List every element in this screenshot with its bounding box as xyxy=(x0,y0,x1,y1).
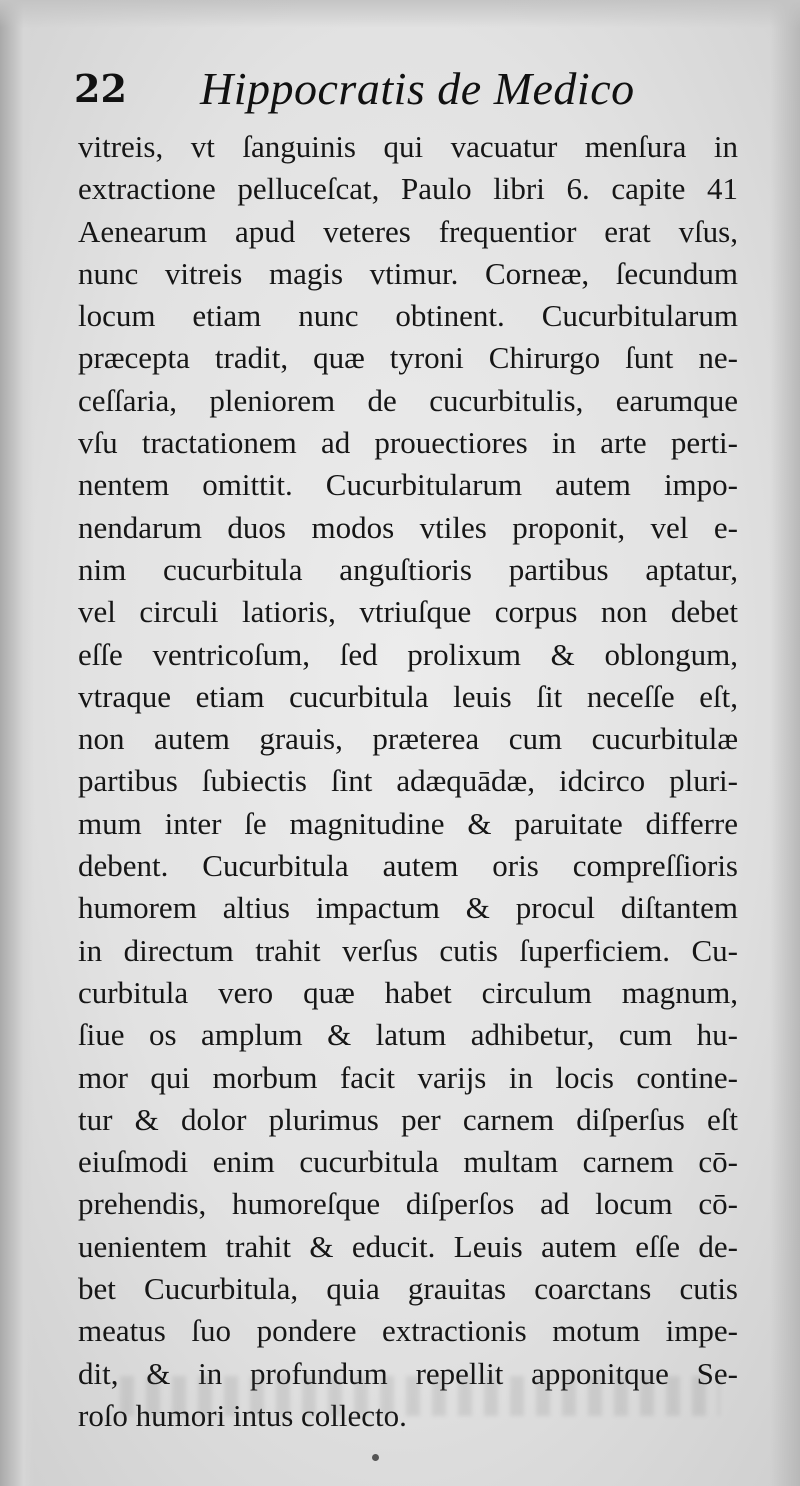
text-line: partibus ſubiectis ſint adæquādæ, idcirco pluri- xyxy=(78,763,738,799)
text-line: vel circuli latioris, vtriuſque corpus non debet xyxy=(78,594,738,630)
text-line: nunc vitreis magis vtimur. Corneæ, ſecundum xyxy=(78,255,738,291)
text-line: ceſſaria, pleniorem de cucurbitulis, earumque xyxy=(78,382,738,418)
text-line: mor qui morbum facit varijs in locis contine- xyxy=(78,1059,738,1095)
text-line: præcepta tradit, quæ tyroni Chirurgo ſunt ne- xyxy=(78,340,738,376)
text-line: debent. Cucurbitula autem oris compreſſioris xyxy=(78,848,738,884)
text-line: Aenearum apud veteres frequentior erat vſus, xyxy=(78,213,738,249)
text-line: mum inter ſe magnitudine & paruitate differre xyxy=(78,805,738,841)
text-line: extractione pelluceſcat, Paulo libri 6. capite 41 xyxy=(78,171,738,207)
text-line: roſo humori intus collecto. xyxy=(78,1397,407,1433)
page-shadow-right xyxy=(770,0,800,1486)
text-line: prehendis, humoreſque diſperſos ad locum cō- xyxy=(78,1186,738,1222)
text-line: vſu tractationem ad prouectiores in arte perti- xyxy=(78,425,738,461)
text-line: humorem altius impactum & procul diſtantem xyxy=(78,890,738,926)
page-shadow-top xyxy=(0,0,800,28)
running-title: Hippocratis de Medico xyxy=(200,63,635,114)
page-shadow-left xyxy=(0,0,34,1486)
text-line: curbitula vero quæ habet circulum magnum, xyxy=(78,974,738,1010)
text-line: locum etiam nunc obtinent. Cucurbitularum xyxy=(78,298,738,334)
text-line: uenientem trahit & educit. Leuis autem eſſe de- xyxy=(78,1228,738,1264)
text-line: nentem omittit. Cucurbitularum autem impo- xyxy=(78,467,738,503)
text-line: ſiue os amplum & latum adhibetur, cum hu- xyxy=(78,1017,738,1053)
text-line: non autem grauis, præterea cum cucurbitulæ xyxy=(78,721,738,757)
text-line: eſſe ventricoſum, ſed prolixum & oblongum, xyxy=(78,636,738,672)
ink-dot xyxy=(372,1454,379,1461)
text-line: dit, & in profundum repellit apponitque Se- xyxy=(78,1355,738,1391)
text-line: in directum trahit verſus cutis ſuperficiem. Cu- xyxy=(78,932,738,968)
text-line: eiuſmodi enim cucurbitula multam carnem cō- xyxy=(78,1144,738,1180)
text-line: nendarum duos modos vtiles proponit, vel e- xyxy=(78,509,738,545)
bleed-through xyxy=(120,1376,720,1416)
page-header xyxy=(74,62,754,122)
text-line: meatus ſuo pondere extractionis motum impe- xyxy=(78,1313,738,1349)
text-line: bet Cucurbitula, quia grauitas coarctans cutis xyxy=(78,1271,738,1307)
text-line: vtraque etiam cucurbitula leuis ſit neceſſe eſt, xyxy=(78,678,738,714)
body-text xyxy=(78,126,738,1437)
text-line: vitreis, vt ſanguinis qui vacuatur menſura in xyxy=(78,129,738,164)
text-line: nim cucurbitula anguſtioris partibus aptatur, xyxy=(78,551,738,587)
page-number: 22 xyxy=(74,66,127,111)
text-line: tur & dolor plurimus per carnem diſperſus eſt xyxy=(78,1101,738,1137)
